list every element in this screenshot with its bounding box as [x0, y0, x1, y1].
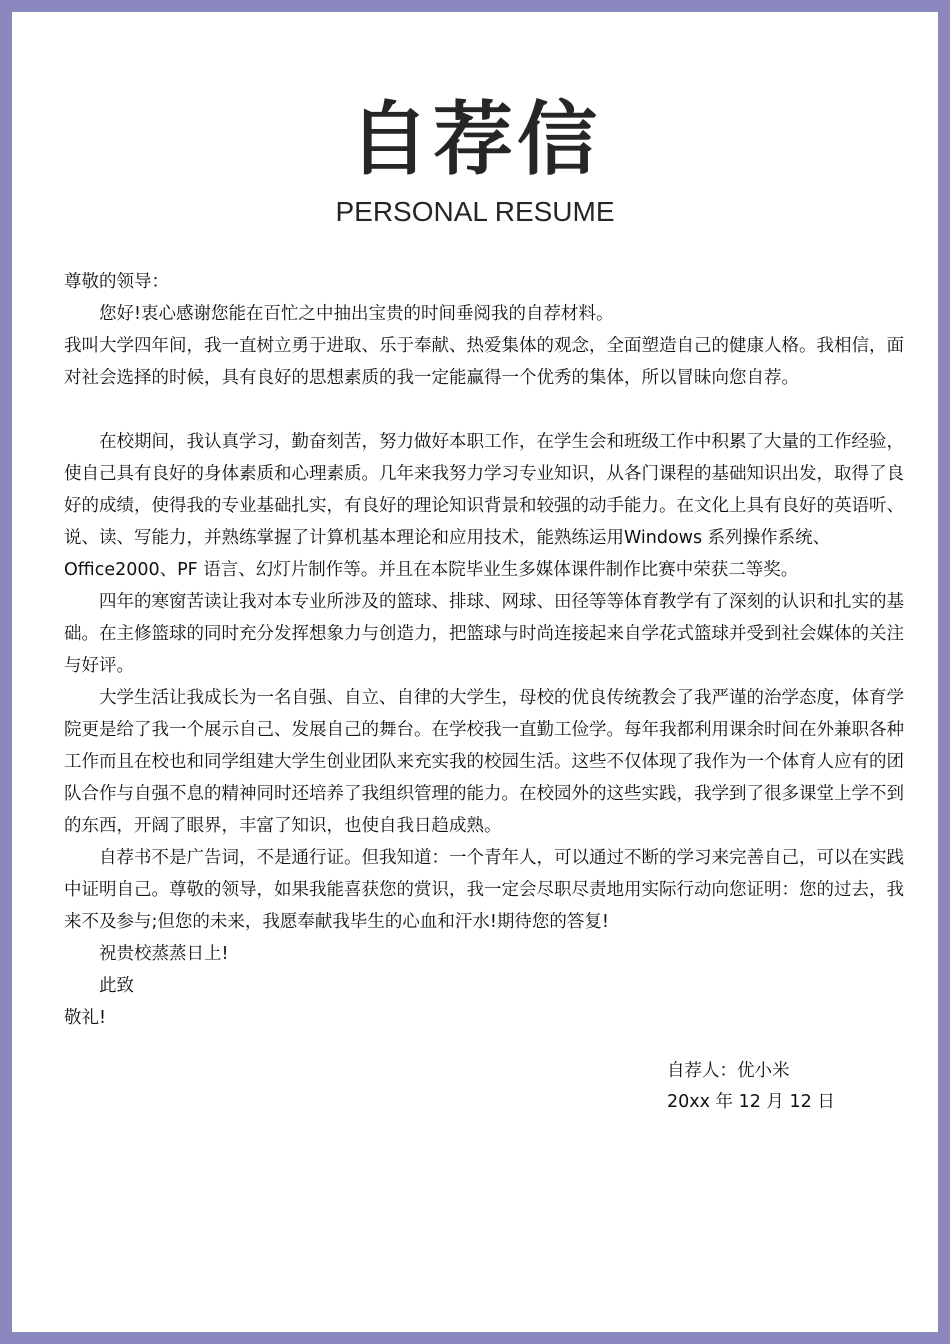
- paragraph-college-life: 大学生活让我成长为一名自强、自立、自律的大学生，母校的优良传统教会了我严谨的治学态度，体育学院更是给了我一个展示自己、发展自己的舞台。在学校我一直勤工俭学。每年我都利用课余时间在外兼职各种工作而且在校也和同学组建大学生创业团队来充实我的校园生活。这些不仅体现了我作为一个体育人应有的团队合作与自强不息的精神同时还培养了我组织管理的能力。在校园外的这些实践，我学到了很多课堂上学不到的东西，开阔了眼界，丰富了知识，也使自我日趋成熟。: [64, 688, 904, 836]
- closing-line-2: 敬礼!: [64, 1008, 107, 1028]
- paragraph-gap: [64, 394, 906, 426]
- closing-line-1: 此致: [99, 976, 134, 996]
- letter-date: 20xx 年 12 月 12 日: [667, 1092, 835, 1112]
- paragraph-study: 在校期间，我认真学习，勤奋刻苦，努力做好本职工作，在学生会和班级工作中积累了大量的工作经验，使自己具有良好的身体素质和心理素质。几年来我努力学习专业知识，从各门课程的基础知识出发，取得了良好的成绩，使得我的专业基础扎实，有良好的理论知识背景和较强的动手能力。在文化上具有良好的英语听、说、读、写能力，并熟练掌握了计算机基本理论和应用技术，能熟练运用Windows 系列操作系统、Office2000、PF 语言、幻灯片制作等。并且在本院毕业生多媒体课件制作比赛中荣获二等奖。: [64, 432, 904, 580]
- letter-body: [64, 266, 906, 1034]
- paragraph-sports: 四年的寒窗苦读让我对本专业所涉及的篮球、排球、网球、田径等等体育教学有了深刻的认识和扎实的基础。在主修篮球的同时充分发挥想象力与创造力，把篮球与时尚连接起来自学花式篮球并受到社会媒体的关注与好评。: [64, 592, 904, 676]
- letter-page: [12, 12, 938, 1332]
- signature-block: [667, 1056, 835, 1118]
- signer-name: 自荐人：优小米: [667, 1061, 790, 1081]
- wish-line: 祝贵校蒸蒸日上!: [99, 944, 229, 964]
- paragraph-conclusion: 自荐书不是广告词，不是通行证。但我知道：一个青年人，可以通过不断的学习来完善自己，可以在实践中证明自己。尊敬的领导，如果我能喜获您的赏识，我一定会尽职尽责地用实际行动向您证明：您的过去，我来不及参与;但您的未来，我愿奉献我毕生的心血和汗水!期待您的答复!: [64, 848, 904, 932]
- salutation: 尊敬的领导：: [64, 272, 169, 292]
- page-title: 自荐信: [349, 93, 601, 186]
- page-subtitle: PERSONAL RESUME: [335, 196, 615, 227]
- greeting: 您好!衷心感谢您能在百忙之中抽出宝贵的时间垂阅我的自荐材料。: [99, 304, 614, 324]
- paragraph-intro: 我叫大学四年间，我一直树立勇于进取、乐于奉献、热爱集体的观念，全面塑造自己的健康人格。我相信，面对社会选择的时候，具有良好的思想素质的我一定能赢得一个优秀的集体，所以冒昧向您自荐。: [64, 336, 904, 388]
